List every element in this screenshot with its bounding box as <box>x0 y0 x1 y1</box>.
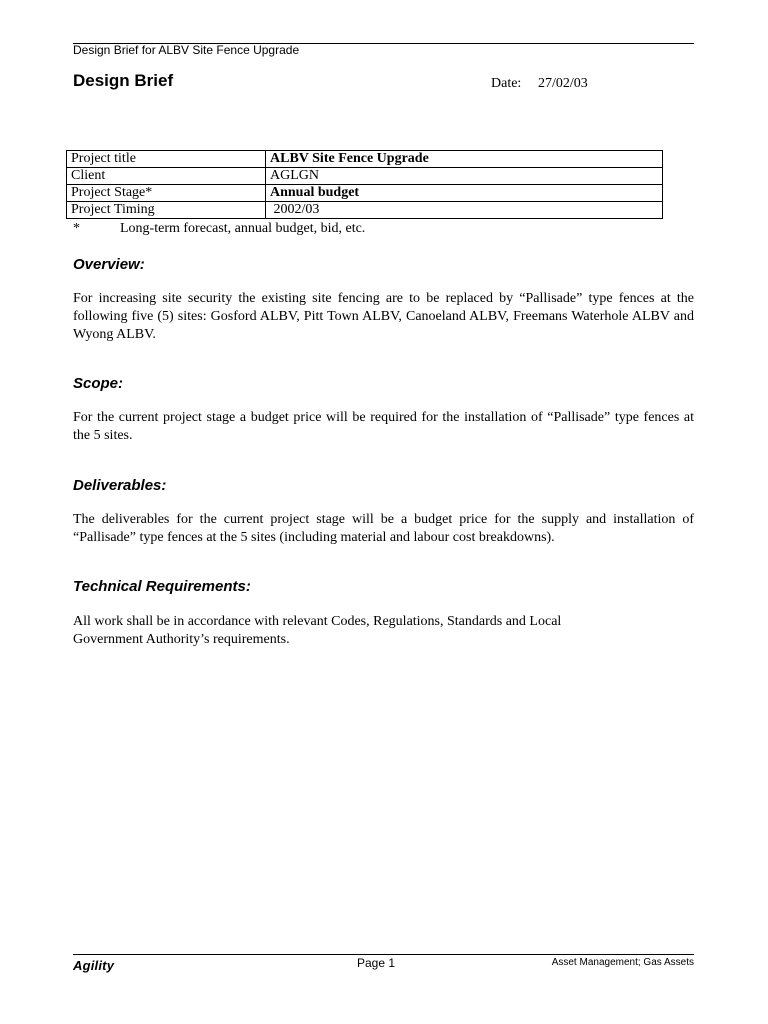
client-label: Client <box>67 168 266 185</box>
project-stage-label: Project Stage* <box>67 185 266 202</box>
footer-rule <box>73 954 694 955</box>
project-stage-value: Annual budget <box>266 185 663 202</box>
project-title-label: Project title <box>67 151 266 168</box>
project-timing-label: Project Timing <box>67 202 266 219</box>
document-title: Design Brief <box>73 71 174 90</box>
overview-heading: Overview: <box>73 256 145 273</box>
table-row <box>67 168 663 185</box>
date-value: 27/02/03 <box>538 76 588 91</box>
deliverables-paragraph: The deliverables for the current project stage will be a budget price for the supply and installation of “Pallisade” type fences at the 5 sites (including material and labour cost breakdowns). <box>73 512 694 545</box>
scope-heading: Scope: <box>73 375 124 392</box>
date-label: Date: <box>491 76 522 91</box>
footnote-marker: * <box>73 221 80 236</box>
table-row <box>67 151 663 168</box>
header-rule <box>73 43 694 44</box>
footnote-text: Long-term forecast, annual budget, bid, etc. <box>120 221 366 236</box>
table-row <box>67 202 663 219</box>
project-timing-value: 2002/03 <box>266 202 663 219</box>
technical-requirements-line-2: Government Authority’s requirements. <box>73 632 290 647</box>
agility-logo: Agility <box>73 958 115 973</box>
running-header: Design Brief for ALBV Site Fence Upgrade <box>73 43 300 57</box>
deliverables-heading: Deliverables: <box>73 477 167 494</box>
page-number: Page 1 <box>357 956 396 970</box>
project-title-value: ALBV Site Fence Upgrade <box>266 151 663 168</box>
technical-requirements-heading: Technical Requirements: <box>73 578 251 595</box>
technical-requirements-line-1: All work shall be in accordance with relevant Codes, Regulations, Standards and Local <box>73 614 562 629</box>
footer-department: Asset Management; Gas Assets <box>551 957 694 968</box>
overview-paragraph: For increasing site security the existing site fencing are to be replaced by “Pallisade” type fences at the following five (5) sites: Gosford ALBV, Pitt Town ALBV, Canoeland ALBV, Freemans Waterhole ALBV and Wyong ALBV. <box>73 291 694 342</box>
scope-paragraph: For the current project stage a budget price will be required for the installation of “Pallisade” type fences at the 5 sites. <box>73 410 694 443</box>
table-row <box>67 185 663 202</box>
project-info-table <box>66 150 663 219</box>
client-value: AGLGN <box>266 168 663 185</box>
